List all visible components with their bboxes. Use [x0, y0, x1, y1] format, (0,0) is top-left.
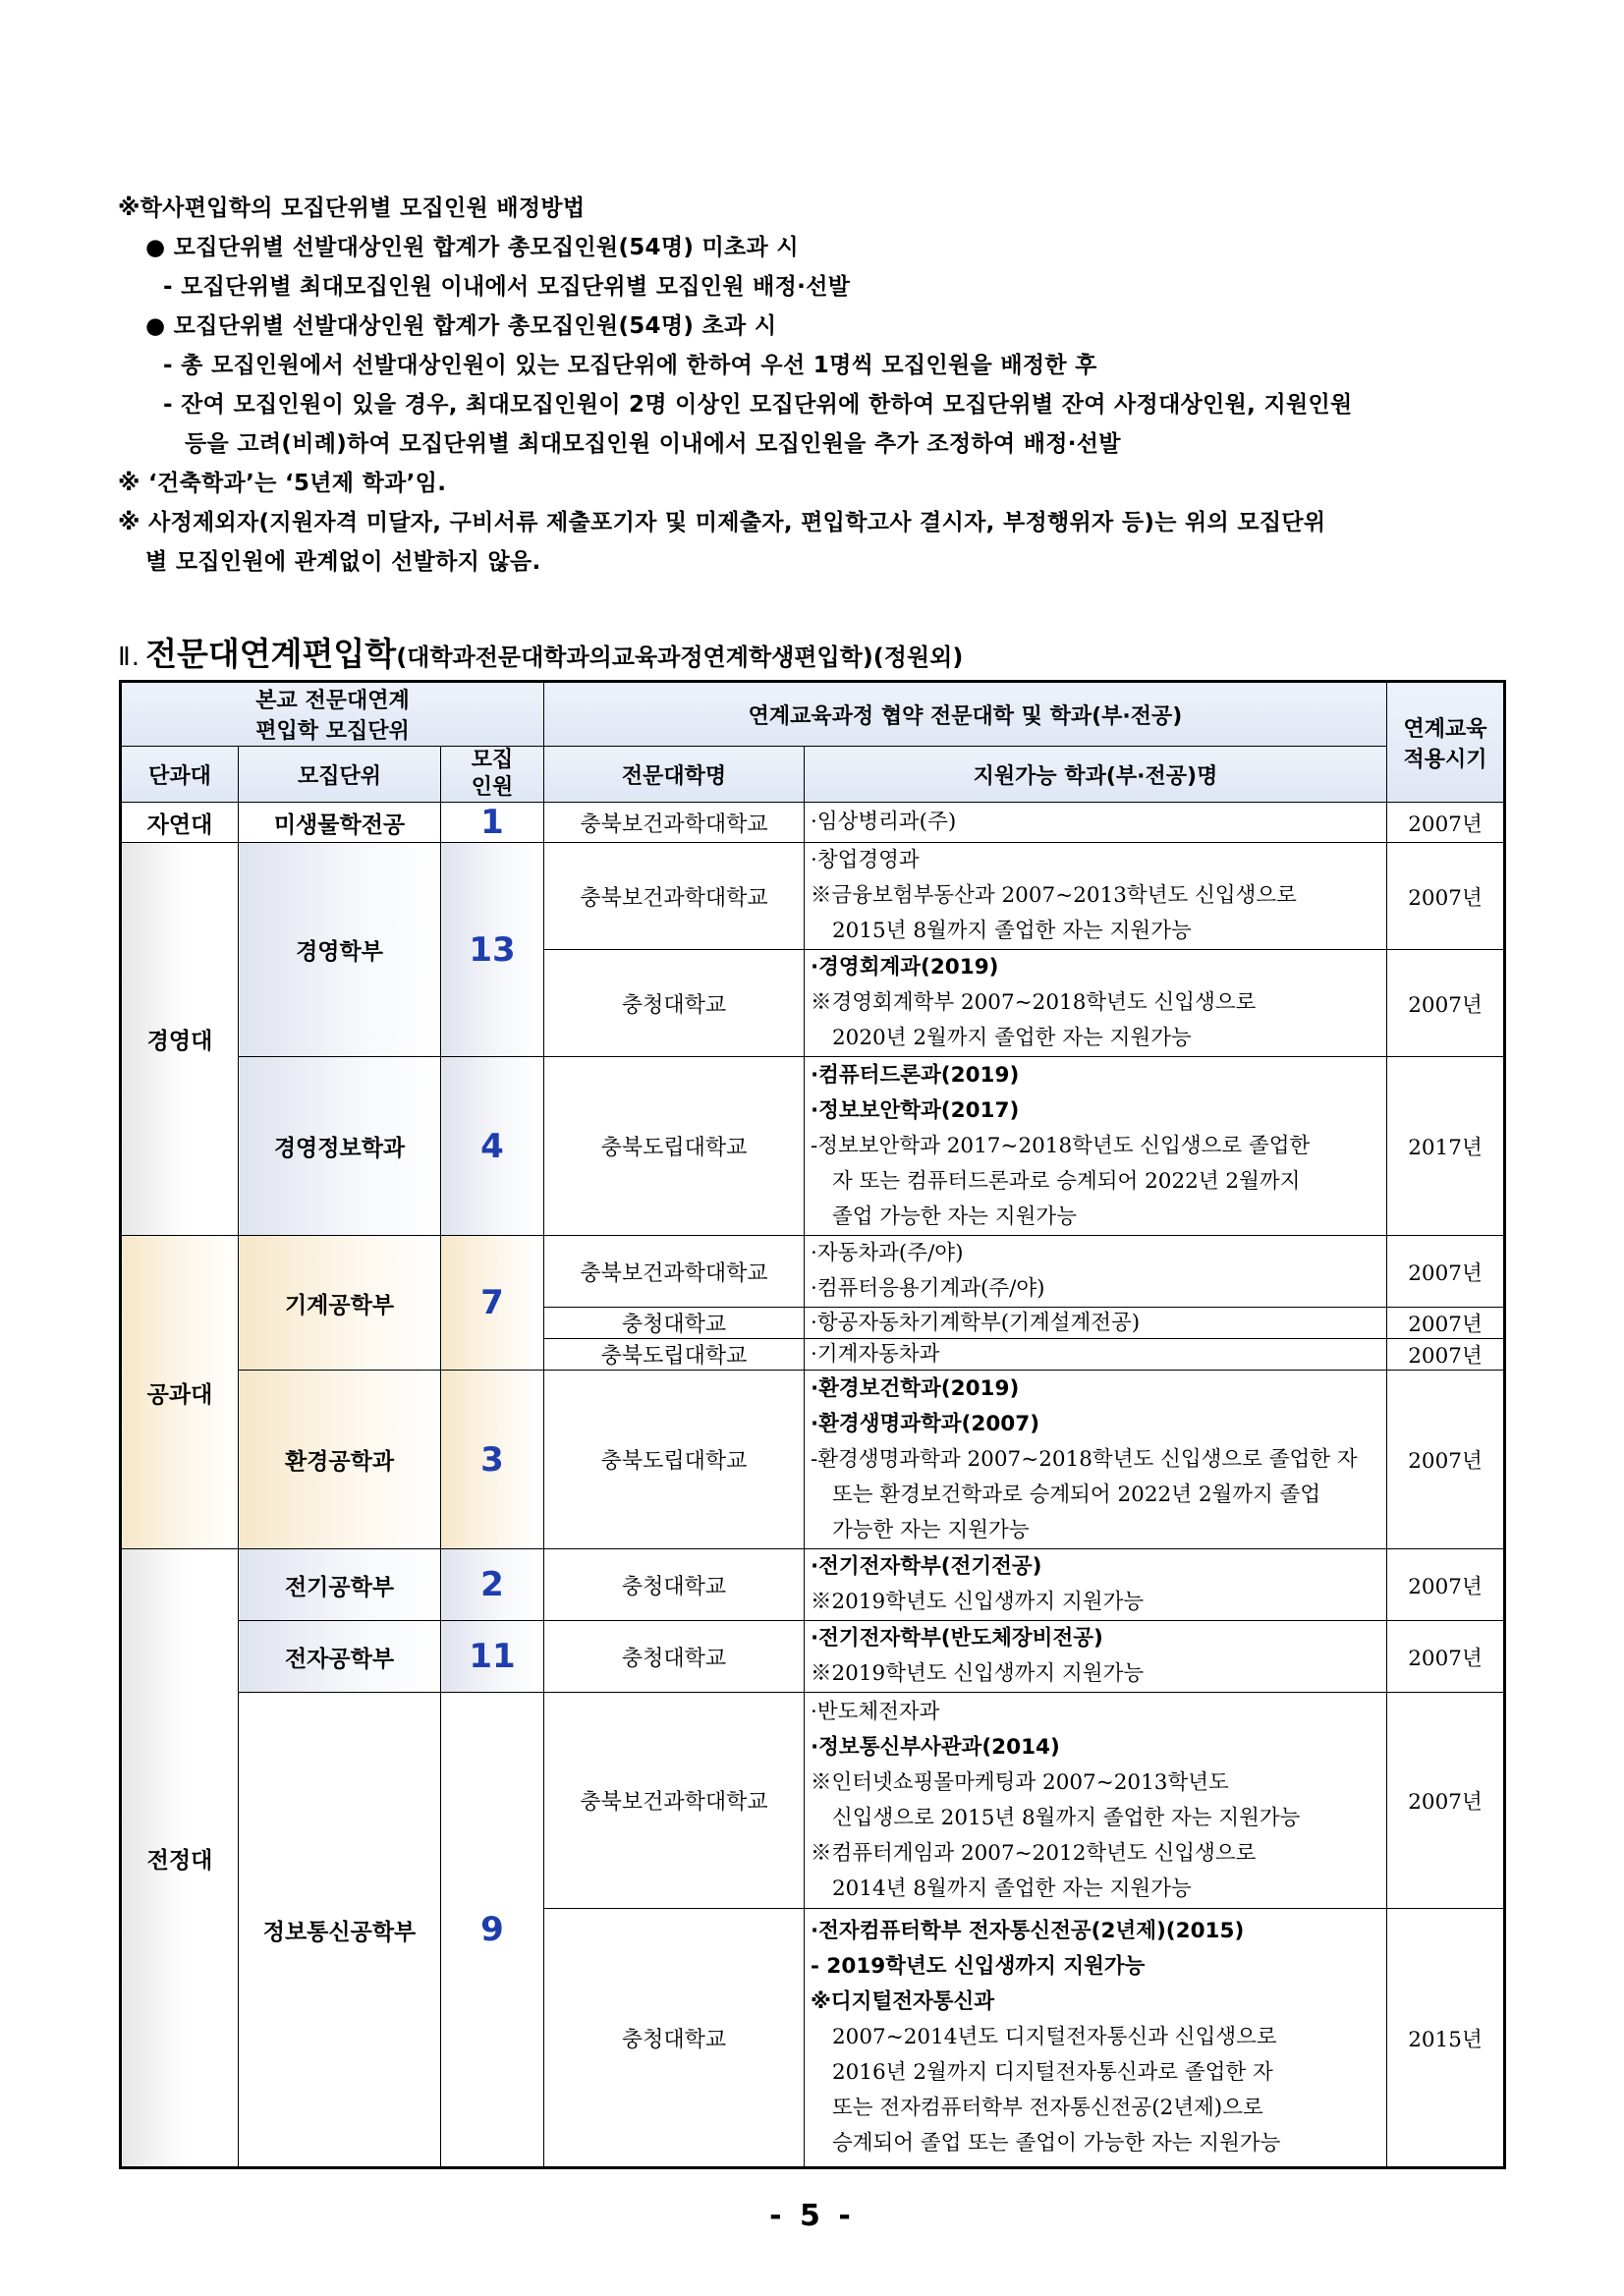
department-line: ·전자컴퓨터학부 전자통신전공(2년제)(2015)	[811, 1919, 1245, 1943]
count-cell: 9	[441, 1693, 544, 2168]
department-line: ※디지털전자통신과	[811, 1989, 995, 2014]
header-count	[441, 747, 544, 803]
note-line: ● 모집단위별 선발대상인원 합계가 총모집인원(54명) 초과 시	[145, 313, 777, 339]
table-row	[121, 1371, 1505, 1549]
year-cell: 2017년	[1387, 1057, 1505, 1236]
department-line: ·정보보안학과(2017)	[811, 1097, 1020, 1123]
junior-college-cell: 충청대학교	[544, 950, 805, 1057]
header-group-right: 연계교육과정 협약 전문대학 및 학과(부·전공)	[544, 682, 1387, 747]
college-cell: 공과대	[121, 1236, 239, 1549]
department-line: ·창업경영과	[811, 848, 920, 872]
header-unit: 모집단위	[239, 747, 441, 803]
unit-cell: 전자공학부	[239, 1621, 441, 1693]
table-row	[121, 1236, 1505, 1308]
junior-college-cell: 충북보건과학대학교	[544, 843, 805, 950]
department-line: 2015년 8월까지 졸업한 자는 지원가능	[832, 919, 1192, 943]
count-cell: 4	[441, 1057, 544, 1236]
department-line: ·전기전자학부(반도체장비전공)	[811, 1626, 1103, 1651]
department-line: 가능한 자는 지원가능	[832, 1517, 1030, 1542]
count-cell: 7	[441, 1236, 544, 1371]
section-main-title: 전문대연계편입학	[145, 635, 397, 673]
year-cell: 2007년	[1387, 1621, 1505, 1693]
college-cell: 경영대	[121, 843, 239, 1236]
unit-cell: 미생물학전공	[239, 803, 441, 843]
header-row-1	[121, 682, 1505, 747]
count-cell: 2	[441, 1549, 544, 1621]
header-departments: 지원가능 학과(부·전공)명	[805, 747, 1387, 803]
table-row	[121, 1693, 1505, 1909]
department-line: ·임상병리과(주)	[811, 810, 957, 834]
note-line: ※ ‘건축학과’는 ‘5년제 학과’임.	[118, 471, 447, 496]
junior-college-cell: 충청대학교	[544, 1909, 805, 2168]
note-line: - 총 모집인원에서 선발대상인원이 있는 모집단위에 한하여 우선 1명씩 모집인원을 배정한 후	[163, 353, 1097, 378]
junior-college-cell: 충북도립대학교	[544, 1057, 805, 1236]
unit-cell: 경영학부	[239, 843, 441, 1057]
section-number: Ⅱ.	[118, 643, 141, 672]
department-line: ※금융보험부동산과 2007~2013학년도 신입생으로	[811, 883, 1297, 908]
header-apply-period	[1387, 682, 1505, 803]
department-line: 승계되어 졸업 또는 졸업이 가능한 자는 지원가능	[832, 2131, 1281, 2156]
table-row	[121, 843, 1505, 950]
department-line: ·정보통신부사관과(2014)	[811, 1734, 1060, 1760]
junior-college-cell: 충북도립대학교	[544, 1371, 805, 1549]
department-line: ·기계자동차과	[811, 1341, 940, 1367]
header-junior-college: 전문대학명	[544, 747, 805, 803]
department-line: 신입생으로 2015년 8월까지 졸업한 자는 지원가능	[832, 1805, 1301, 1830]
header-group-left-line: 편입학 모집단위	[255, 719, 410, 744]
junior-college-cell: 충북보건과학대학교	[544, 1236, 805, 1308]
year-cell: 2007년	[1387, 843, 1505, 950]
header-apply-period-line: 적용시기	[1403, 747, 1487, 772]
department-line: 졸업 가능한 자는 지원가능	[832, 1204, 1077, 1229]
department-cell	[805, 1549, 1387, 1621]
department-cell	[805, 843, 1387, 950]
count-cell: 13	[441, 843, 544, 1057]
header-group-left	[121, 682, 544, 747]
header-count-line: 모집	[471, 748, 514, 772]
table-row	[121, 1621, 1505, 1693]
header-row-2	[121, 747, 1505, 803]
header-college: 단과대	[121, 747, 239, 803]
note-line: ● 모집단위별 선발대상인원 합계가 총모집인원(54명) 미초과 시	[145, 235, 799, 260]
junior-college-cell: 충북보건과학대학교	[544, 803, 805, 843]
junior-college-cell: 충청대학교	[544, 1308, 805, 1339]
junior-college-cell: 충북도립대학교	[544, 1339, 805, 1371]
count-cell: 1	[441, 803, 544, 843]
table-row	[121, 1057, 1505, 1236]
unit-cell: 기계공학부	[239, 1236, 441, 1371]
department-line: 2016년 2월까지 디지털전자통신과로 졸업한 자	[832, 2060, 1273, 2085]
department-cell	[805, 950, 1387, 1057]
count-cell: 3	[441, 1371, 544, 1549]
year-cell: 2007년	[1387, 1236, 1505, 1308]
year-cell: 2007년	[1387, 1308, 1505, 1339]
year-cell: 2015년	[1387, 1909, 1505, 2168]
department-cell	[805, 1909, 1387, 2168]
note-line: - 잔여 모집인원이 있을 경우, 최대모집인원이 2명 이상인 모집단위에 한하여 모집단위별 잔여 사정대상인원, 지원인원	[163, 392, 1353, 418]
year-cell: 2007년	[1387, 1371, 1505, 1549]
junior-college-cell: 충북보건과학대학교	[544, 1693, 805, 1909]
department-line: 2007~2014년도 디지털전자통신과 신입생으로	[832, 2025, 1277, 2049]
table-row	[121, 1549, 1505, 1621]
department-line: ·경영회계과(2019)	[811, 955, 999, 980]
year-cell: 2007년	[1387, 1339, 1505, 1371]
year-cell: 2007년	[1387, 803, 1505, 843]
allocation-notes	[118, 189, 1533, 582]
count-cell: 11	[441, 1621, 544, 1693]
page-number: - 5 -	[769, 2199, 855, 2233]
department-cell	[805, 1339, 1387, 1371]
department-line: ※컴퓨터게임과 2007~2012학년도 신입생으로	[811, 1840, 1257, 1866]
note-line: 별 모집인원에 관계없이 선발하지 않음.	[145, 549, 541, 575]
year-cell: 2007년	[1387, 950, 1505, 1057]
department-line: ·자동차과(주/야)	[811, 1241, 964, 1265]
department-line: ※경영회계학부 2007~2018학년도 신입생으로	[811, 990, 1257, 1015]
department-line: 또는 전자컴퓨터학부 전자통신전공(2년제)으로	[832, 2096, 1263, 2120]
note-line: - 모집단위별 최대모집인원 이내에서 모집단위별 모집인원 배정·선발	[163, 274, 851, 300]
department-line: 2014년 8월까지 졸업한 자는 지원가능	[832, 1876, 1192, 1901]
department-line: 또는 환경보건학과로 승계되어 2022년 2월까지 졸업	[832, 1482, 1321, 1507]
department-line: ·환경보건학과(2019)	[811, 1375, 1020, 1401]
department-cell	[805, 1236, 1387, 1308]
unit-cell: 정보통신공학부	[239, 1693, 441, 2168]
note-line: ※ 사정제외자(지원자격 미달자, 구비서류 제출포기자 및 미제출자, 편입학고사 결시자, 부정행위자 등)는 위의 모집단위	[118, 510, 1326, 535]
unit-cell: 환경공학과	[239, 1371, 441, 1549]
department-cell	[805, 803, 1387, 843]
department-line: ·반도체전자과	[811, 1699, 940, 1724]
section-subtitle: (대학과전문대학과의교육과정연계학생편입학)(정원외)	[396, 644, 964, 671]
department-line: 2020년 2월까지 졸업한 자는 지원가능	[832, 1026, 1192, 1050]
department-line: ※2019학년도 신입생까지 지원가능	[811, 1661, 1145, 1686]
department-line: - 2019학년도 신입생까지 지원가능	[811, 1954, 1146, 1979]
junior-college-cell: 충청대학교	[544, 1549, 805, 1621]
year-cell: 2007년	[1387, 1549, 1505, 1621]
section-title	[118, 629, 963, 675]
department-cell	[805, 1621, 1387, 1693]
department-cell	[805, 1057, 1387, 1236]
header-count-line: 인원	[471, 775, 514, 800]
note-line: ※학사편입학의 모집단위별 모집인원 배정방법	[118, 196, 586, 221]
department-line: 자 또는 컴퓨터드론과로 승계되어 2022년 2월까지	[832, 1168, 1301, 1194]
department-line: ※2019학년도 신입생까지 지원가능	[811, 1590, 1145, 1614]
department-line: ·환경생명과학과(2007)	[811, 1411, 1040, 1436]
college-cell: 자연대	[121, 803, 239, 843]
year-cell: 2007년	[1387, 1693, 1505, 1909]
department-cell	[805, 1693, 1387, 1909]
department-line: ·전기전자학부(전기전공)	[811, 1554, 1042, 1579]
department-cell	[805, 1371, 1387, 1549]
department-line: ·컴퓨터응용기계과(주/야)	[811, 1276, 1045, 1301]
department-line: -정보보안학과 2017~2018학년도 신입생으로 졸업한	[811, 1133, 1311, 1158]
header-group-left-line: 본교 전문대연계	[255, 689, 410, 713]
department-cell	[805, 1308, 1387, 1339]
junior-college-cell: 충청대학교	[544, 1621, 805, 1693]
college-cell: 전정대	[121, 1549, 239, 2168]
unit-cell: 경영정보학과	[239, 1057, 441, 1236]
department-line: ※인터넷쇼핑몰마케팅과 2007~2013학년도	[811, 1769, 1229, 1795]
note-line: 등을 고려(비례)하여 모집단위별 최대모집인원 이내에서 모집인원을 추가 조정하여 배정·선발	[185, 431, 1121, 457]
department-line: ·컴퓨터드론과(2019)	[811, 1062, 1020, 1088]
department-line: -환경생명과학과 2007~2018학년도 신입생으로 졸업한 자	[811, 1446, 1358, 1472]
table-row	[121, 803, 1505, 843]
department-line: ·항공자동차기계학부(기계설계전공)	[811, 1310, 1141, 1335]
unit-cell: 전기공학부	[239, 1549, 441, 1621]
header-apply-period-line: 연계교육	[1403, 716, 1487, 742]
linkage-transfer-table	[119, 680, 1506, 2169]
